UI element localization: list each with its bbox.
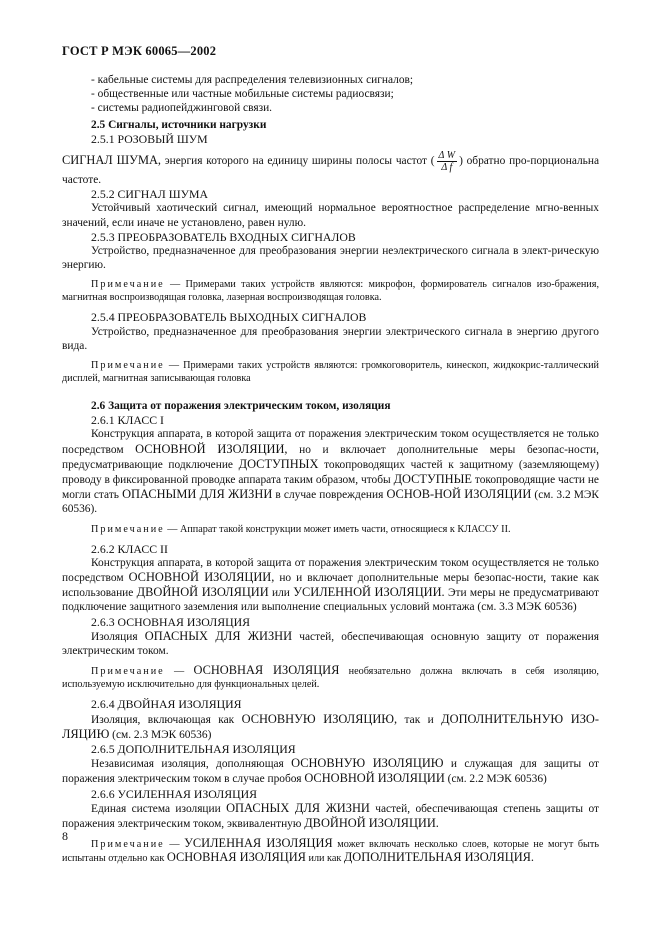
text-run: Конструкция аппарата, в которой защита от поражения электрическим током осуществляется не только посредством bbox=[62, 428, 599, 456]
defined-term: ОСНОВНОЙ ИЗОЛЯЦИИ bbox=[304, 771, 445, 786]
term-title-2-6-1: 2.6.1 КЛАСС I bbox=[91, 413, 164, 428]
term-definition-2-5-2: Устойчивый хаотический сигнал, имеющий нормальное вероятностное распределение мгно-венных значений, если иначе не установлено, равен нулю. bbox=[62, 202, 599, 229]
fraction-formula: $\frac{\text{Δ W}}{\text{Δ f}}$ bbox=[438, 150, 456, 174]
note-2-6-3: Примечание — ОСНОВНАЯ ИЗОЛЯЦИЯ необязательно должна включать в себя изоляцию, используемую исключительно для функциональных целей. bbox=[62, 663, 599, 691]
list-item: - системы радиопейджинговой связи. bbox=[91, 102, 273, 115]
term-title-2-6-3: 2.6.3 ОСНОВНАЯ ИЗОЛЯЦИЯ bbox=[91, 614, 250, 629]
text-run: Эти меры не предусматривают подключение защитного заземления или выполнение специальных условий монтажа (см. 3.3 МЭК 60536) bbox=[62, 587, 599, 614]
defined-term: ОПАСНЫХ ДЛЯ ЖИЗНИ bbox=[144, 628, 293, 643]
defined-term: ОСНОВНУЮ ИЗОЛЯЦИЮ bbox=[291, 756, 444, 771]
defined-term: ОСНОВНАЯ ИЗОЛЯЦИЯ bbox=[166, 850, 306, 865]
term-title-2-5-4: 2.5.4 ПРЕОБРАЗОВАТЕЛЬ ВЫХОДНЫХ СИГНАЛОВ bbox=[91, 310, 367, 325]
list-item: - кабельные системы для распределения телевизионных сигналов; bbox=[91, 74, 414, 86]
text-run: так и bbox=[397, 713, 442, 726]
term-definition-2-6-4 bbox=[62, 712, 599, 742]
term-title-2-6-6: 2.6.6 УСИЛЕННАЯ ИЗОЛЯЦИЯ bbox=[91, 786, 258, 801]
defined-term: ДОПОЛНИТЕЛЬНУЮ ИЗО-ЛЯЦИЮ bbox=[62, 711, 599, 741]
text-run: Конструкция аппарата, в которой защита от поражения электрическим током осуществляется не только посредством bbox=[62, 556, 599, 585]
term-definition-2-6-2 bbox=[62, 556, 599, 615]
defined-term: ДВОЙНОЙ ИЗОЛЯЦИИ bbox=[136, 585, 269, 600]
term-title-2-5-3: 2.5.3 ПРЕОБРАЗОВАТЕЛЬ ВХОДНЫХ СИГНАЛОВ bbox=[91, 229, 356, 244]
document-body bbox=[62, 73, 599, 871]
document-header: ГОСТ Р МЭК 60065—2002 bbox=[62, 44, 217, 58]
term-definition-2-5-4: Устройство, предназначенное для преобразования энергии электрического сигнала в энергию другого вида. bbox=[62, 325, 599, 352]
text-run: необязательно должна включать в себя изоляцию, используемую исключительно для функциональных целей. bbox=[62, 666, 599, 691]
defined-term: УСИЛЕННАЯ ИЗОЛЯЦИЯ bbox=[184, 836, 333, 851]
text-run: — bbox=[164, 839, 185, 851]
term-definition-2-5-1: СИГНАЛ ШУМА, энергия которого на единицу ширины полосы частот ( $\frac{\text{Δ W}}{\text{Δ f}}$ ) обратно про-порциональна частоте. bbox=[62, 150, 600, 187]
note-2-6-6: Примечание — УСИЛЕННАЯ ИЗОЛЯЦИЯ может включать несколько слоев, которые не могут быть испытаны отдельно как ОСНОВНАЯ ИЗОЛЯЦИЯ или как ДОПОЛНИТЕЛЬНАЯ ИЗОЛЯЦИЯ. bbox=[62, 836, 600, 865]
text-run: частей, обеспечивающая степень защиты от поражения электрическим током, эквивалентную bbox=[62, 802, 599, 830]
section-heading-2-6: 2.6 Защита от поражения электрическим током, изоляция bbox=[91, 400, 391, 413]
list-item: - общественные или частные мобильные системы радиосвязи; bbox=[91, 88, 394, 101]
defined-term: ОСНОВНУЮ ИЗОЛЯЦИЮ, bbox=[241, 711, 398, 726]
term-definition-2-6-3 bbox=[62, 629, 599, 658]
text-run: токопроводящих частей к защитному (заземляющему) проводу в фиксированной проводке аппарата таким образом, чтобы bbox=[62, 458, 599, 487]
term-title-2-5-1: 2.5.1 РОЗОВЫЙ ШУМ bbox=[91, 131, 208, 146]
defined-term: ОСНОВ-НОЙ ИЗОЛЯЦИИ bbox=[386, 487, 532, 502]
page-number: 8 bbox=[62, 829, 68, 843]
text-run: но и включает дополнительные меры безопас-ности, такие как использование bbox=[62, 572, 599, 600]
term-definition-2-6-5 bbox=[62, 756, 599, 786]
text-run: Изоляция, включающая как bbox=[91, 713, 242, 726]
defined-term: ДВОЙНОЙ ИЗОЛЯЦИИ. bbox=[304, 815, 439, 830]
term-definition-2-6-6 bbox=[62, 801, 599, 831]
term-title-2-5-2: 2.5.2 СИГНАЛ ШУМА bbox=[91, 187, 209, 202]
term-definition-2-6-1 bbox=[62, 427, 599, 516]
defined-term: ОПАСНЫМИ ДЛЯ ЖИЗНИ bbox=[122, 487, 273, 502]
term-title-2-6-5: 2.6.5 ДОПОЛНИТЕЛЬНАЯ ИЗОЛЯЦИЯ bbox=[91, 741, 296, 756]
defined-term: ОПАСНЫХ ДЛЯ ЖИЗНИ bbox=[226, 800, 370, 815]
text-run: (см. 2.3 МЭК 60536) bbox=[109, 728, 212, 741]
text-run: в случае повреждения bbox=[272, 489, 387, 502]
defined-term: ОСНОВНОЙ ИЗОЛЯЦИИ, bbox=[128, 570, 275, 585]
text-run: и служащая для защиты от поражения электрическим током в случае пробоя bbox=[62, 758, 599, 786]
defined-term: ОСНОВНОЙ ИЗОЛЯЦИИ, bbox=[135, 441, 288, 456]
defined-term: УСИЛЕННОЙ ИЗОЛЯЦИИ. bbox=[293, 585, 445, 600]
text-run: Независимая изоляция, дополняющая bbox=[91, 758, 292, 771]
text-run: (см. 3.2 МЭК 60536). bbox=[62, 489, 600, 516]
text-run: но и включает дополнительные меры безопас-ности, предусматривающие подключение bbox=[62, 443, 599, 471]
text-run: или как bbox=[305, 853, 344, 865]
text-run: (см. 2.2 МЭК 60536) bbox=[444, 773, 547, 786]
note-2-5-4: Примечание — Примерами таких устройств являются: громкоговоритель, кинескоп, жидкокрис-таллический дисплей, магнитная записывающая головка bbox=[62, 360, 599, 385]
term-definition-2-5-3: Устройство, предназначенное для преобразования энергии неэлектрического сигнала в элект-рическую энергию. bbox=[62, 245, 599, 272]
note-2-5-3: Примечание — Примерами таких устройств являются: микрофон, формирователь сигналов изо-бражения, магнитная воспроизводящая головка, лазерная воспроизводящая головка. bbox=[62, 279, 599, 304]
text-run: частей, обеспечивающая основную защиту от поражения электрическим током. bbox=[62, 630, 600, 658]
term-title-2-6-4: 2.6.4 ДВОЙНАЯ ИЗОЛЯЦИЯ bbox=[91, 697, 242, 712]
defined-term: ОСНОВНАЯ ИЗОЛЯЦИЯ bbox=[193, 663, 340, 678]
defined-term: ДОСТУПНЫЕ bbox=[393, 472, 472, 487]
section-heading-2-5: 2.5 Сигналы, источники нагрузки bbox=[91, 118, 267, 131]
term-title-2-6-2: 2.6.2 КЛАСС II bbox=[91, 541, 168, 556]
text-run: может включать несколько слоев, которые не могут быть испытаны отдельно как bbox=[62, 839, 600, 865]
text-run: Единая система изоляции bbox=[91, 802, 227, 815]
text-run: Изоляция bbox=[91, 630, 145, 643]
note-2-6-1: Примечание — Аппарат такой конструкции может иметь части, относящиеся к КЛАССУ II. bbox=[91, 523, 511, 535]
text-run: или bbox=[268, 587, 294, 600]
defined-term: ДОПОЛНИТЕЛЬНАЯ ИЗОЛЯЦИЯ. bbox=[343, 850, 535, 865]
text-run: токопроводящие части не могли стать bbox=[62, 474, 599, 502]
defined-term: ДОСТУПНЫХ bbox=[238, 456, 319, 471]
text-run: — bbox=[164, 666, 194, 678]
